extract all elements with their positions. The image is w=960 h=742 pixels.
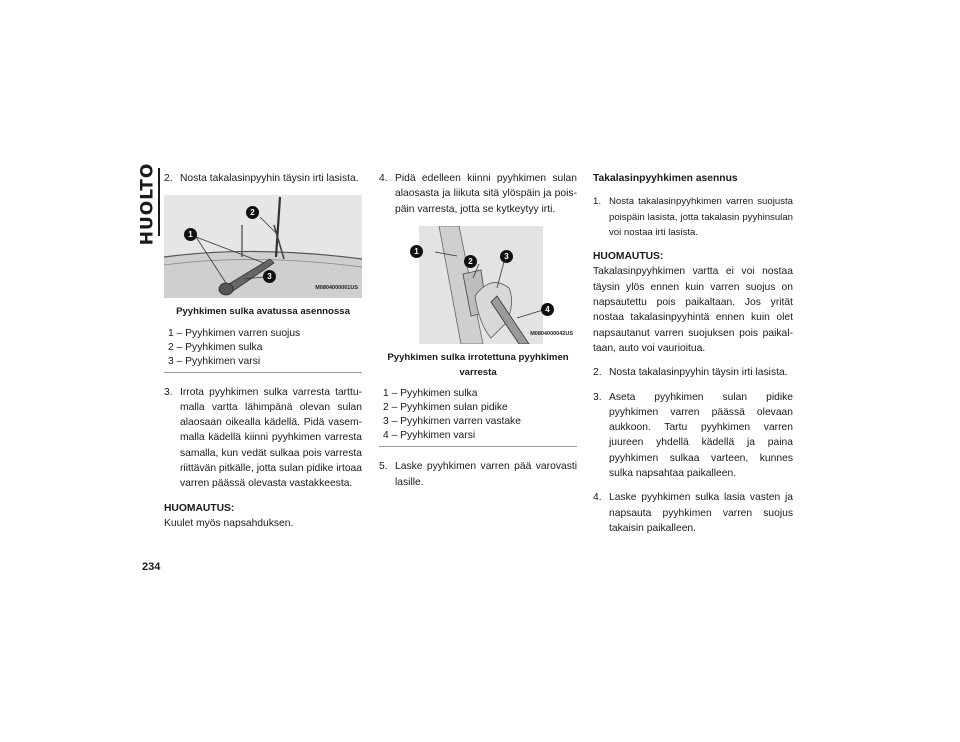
legend-item: 4 – Pyyhkimen varsi: [383, 430, 476, 442]
note-text: Takalasinpyyhkimen vartta ei voi nostaa täysin ylös ennen kuin varren suojus on napsautettu pois paikaltaan. Jos yrität nostaa takalasinpyyhintä ennen kuin olet napsautanut varren suojuksen pois paikaltaan, auto voi vaurioitua.: [593, 266, 793, 354]
section-tab-label: HUOLTO: [137, 162, 157, 246]
step-4: [379, 171, 577, 217]
step-3: [164, 385, 362, 492]
legend-item: 1 – Pyyhkimen varren suojus: [168, 327, 301, 339]
step-1: [593, 194, 793, 240]
step-text: Nosta takalasinpyyhkimen varren suojusta poispäin lasista, jotta takalasin pyyhinsulan voi nostaa irti lasista.: [609, 196, 793, 238]
callout-1: 1: [184, 228, 197, 241]
note-heading: HUOMAUTUS:: [593, 251, 664, 263]
step-5: [379, 459, 577, 490]
legend-item: 2 – Pyyhkimen sulan pidike: [383, 402, 508, 414]
step-number: 2.: [593, 367, 602, 379]
step-text: Irrota pyyhkimen sulka varresta tarttumalla vartta lähimpänä olevan sulan alaosaan oikealla kädellä. Pidä vasemmalla kädellä kiinni pyyhkimen varresta samalla, kun vedät sulkaa pois varresta riittävän pitkälle, jotta sulan pidike irtoaa varren päässä olevasta vastakkeesta.: [180, 386, 363, 490]
note-text: Kuulet myös napsahduksen.: [164, 517, 294, 529]
step-2: [164, 171, 362, 186]
step-text: Nosta takalasinpyyhin täysin irti lasista.: [180, 173, 359, 184]
step-3: [593, 390, 793, 482]
step-number: 1.: [593, 196, 602, 208]
step-text: Pidä edelleen kiinni pyyhkimen sulan alaosasta ja liikuta sitä ylöspäin ja poispäin varresta, jotta se kytkeytyy irti.: [395, 173, 577, 215]
column-1: [164, 171, 362, 540]
figure-legend: [164, 327, 362, 373]
figure-code: M0804000042US: [530, 330, 573, 337]
callout-2: 2: [464, 255, 477, 268]
page-number: 234: [142, 561, 161, 573]
callout-2: 2: [246, 206, 259, 219]
step-number: 5.: [379, 461, 388, 473]
step-text: Laske pyyhkimen sulka lasia vasten ja napsauta pyyhkimen varren suojus takaisin paikalleen.: [609, 492, 793, 534]
legend-item: 3 – Pyyhkimen varsi: [168, 355, 261, 367]
step-text: Aseta pyyhkimen sulan pidike pyyhkimen varren päässä olevaan aukkoon. Tartu pyyhkimen varren juureen yhdellä kädellä ja paina pyyhkimen sulkaa varteen, kunnes sulka napsahtaa paikalleen.: [609, 391, 793, 480]
figure-code: M0804000061US: [315, 285, 358, 291]
callout-3: 3: [263, 270, 276, 283]
column-3: [593, 171, 793, 545]
callout-3: 3: [500, 250, 513, 263]
step-number: 4.: [379, 173, 388, 184]
callout-1: 1: [410, 245, 423, 258]
figure-wiper-open: [164, 195, 362, 298]
step-4: [593, 490, 793, 536]
note-heading: HUOMAUTUS:: [164, 502, 235, 514]
section-heading: Takalasinpyyhkimen asennus: [593, 173, 738, 184]
step-text: Nosta takalasinpyyhin täysin irti lasista.: [609, 367, 788, 379]
step-number: 4.: [593, 492, 602, 504]
step-number: 3.: [164, 386, 173, 398]
legend-item: 3 – Pyyhkimen varren vastake: [383, 416, 521, 428]
column-2: [379, 171, 577, 499]
step-2: [593, 365, 793, 380]
step-text: Laske pyyhkimen varren pää varovasti lasille.: [395, 461, 577, 488]
figure-caption: Pyyhkimen sulka irrotettuna pyyhkimen varresta: [387, 351, 569, 379]
section-tab: [136, 162, 158, 246]
callout-4: 4: [541, 303, 554, 316]
legend-item: 1 – Pyyhkimen sulka: [383, 388, 478, 400]
legend-item: 2 – Pyyhkimen sulka: [168, 341, 263, 353]
step-number: 3.: [593, 391, 602, 403]
figure-caption: Pyyhkimen sulka avatussa asennossa: [176, 306, 350, 318]
step-number: 2.: [164, 173, 173, 184]
section-tab-rule: [158, 168, 160, 236]
figure-legend: [379, 387, 577, 447]
figure-wiper-detached: [379, 226, 577, 344]
